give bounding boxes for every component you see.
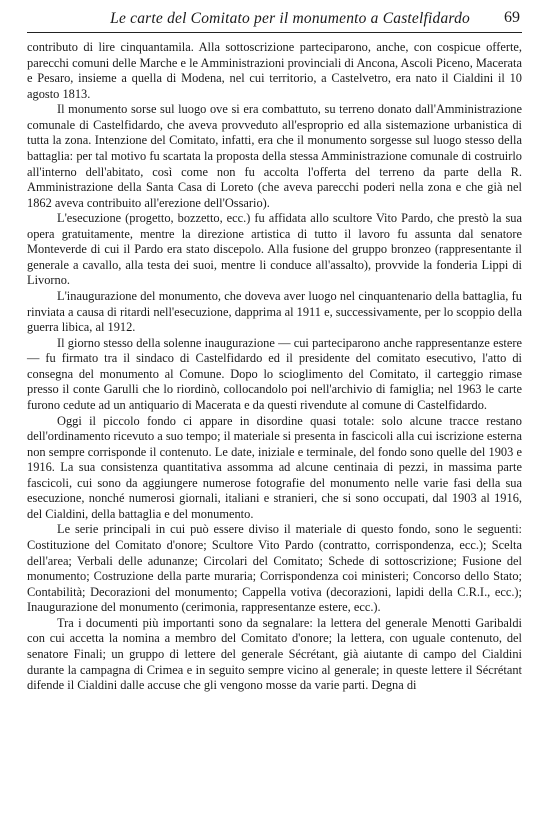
page-number: 69 [504, 9, 520, 26]
paragraph-handover: Il giorno stesso della solenne inaugurazione — cui parteciparono anche rappresentanze estere — fu firmato tra il sindaco di Castelfidardo ed il presidente del comitato esecutivo, l'atto di consegna del monumento al Comune. Dopo lo scioglimento del Comitato, il carteggio rimase presso il conte Garulli che lo riordinò, collocandolo poi nell'archivio di famiglia; nel 1963 le carte furono cedute ad un antiquario di Macerata e da questi rivendute al comune di Castelfidardo. [27, 335, 522, 412]
paragraph-continuation: contributo di lire cinquantamila. Alla sottoscrizione parteciparono, anche, con cospicue offerte, parecchi comuni delle Marche e le Amministrazioni provinciali di Ancona, Ascoli Piceno, Macerata e Pesaro, insieme a quella di Modena, nel cui territorio, a Castelvetro, era nato il Cialdini il 10 agosto 1813. [27, 40, 522, 101]
body-text [27, 40, 522, 694]
paragraph-fund-state: Oggi il piccolo fondo ci appare in disordine quasi totale: solo alcune tracce restano dell'ordinamento ricevuto a suo tempo; il materiale si presenta in fascicoli alla cui iscrizione esterna non sempre corrisponde il contenuto. Le date, iniziale e terminale, del fondo sono quelle del 1903 e 1916. La sua consistenza quantitativa assomma ad alcune centinaia di pezzi, in massima parte fascicoli, cui sono da aggiungere numerose fotografie del monumento nelle varie fasi della sua esecuzione, nonché numerosi giornali, italiani e stranieri, che si sono occupati, dal 1903 al 1916, del Cialdini, della battaglia e del monumento. [27, 413, 522, 521]
paragraph-series: Le serie principali in cui può essere diviso il materiale di questo fondo, sono le seguenti: Costituzione del Comitato d'onore; Scultore Vito Pardo (contratto, corrispondenza, ecc.); Scelta dell'area; Verbali delle adunanze; Circolari del Comitato; Schede di sottoscrizione; Fusione del monumento; Costruzione della parte muraria; Corrispondenza coi ministeri; Concorso dello Stato; Contabilità; Decorazioni del monumento; Cappella votiva (decorazioni, lapidi della C.R.I., ecc.); Inaugurazione del monumento (cerimonia, rappresentanze estere, ecc.). [27, 522, 522, 615]
paragraph-monument-site: Il monumento sorse sul luogo ove si era combattuto, su terreno donato dall'Amministrazione comunale di Castelfidardo, che aveva provveduto all'esproprio ed alla sistemazione urbanistica di tutta la zona. Intenzione del Comitato, infatti, era che il monumento sorgesse sul luogo stesso della battaglia: per tal motivo fu scartata la proposta della stessa Amministrazione comunale di costruirlo all'interno dell'abitato, così come non fu accolta l'offerta del terreno da parte della R. Amministrazione della Santa Casa di Loreto (che aveva parecchi poderi nella zona e che già nel 1862 aveva contribuito all'erezione dell'Ossario). [27, 102, 522, 210]
running-title: Le carte del Comitato per il monumento a Castelfidardo [110, 10, 470, 27]
paragraph-inauguration: L'inaugurazione del monumento, che doveva aver luogo nel cinquantenario della battaglia, fu rinviata a causa di ritardi nell'esecuzione, dapprima al 1911 e, successivamente, per lo scoppio della guerra libica, al 1912. [27, 289, 522, 335]
paragraph-documents: Tra i documenti più importanti sono da segnalare: la lettera del generale Menotti Garibaldi con cui accetta la nomina a membro del Comitato d'onore; la lettera, con uguale contenuto, del senatore Finali; un gruppo di lettere del generale Sécrétant, già aiutante di campo del Cialdini durante la campagna di Crimea e in seguito sempre vicino al generale; in queste lettere il Sécrétant difende il Cialdini dalle accuse che gli vengono mosse da varie parti. Degna di [27, 615, 522, 693]
running-header [27, 8, 522, 33]
paragraph-execution: L'esecuzione (progetto, bozzetto, ecc.) fu affidata allo scultore Vito Pardo, che prestò la sua opera gratuitamente, mentre la direzione artistica di tutto il lavoro fu assunta dal senatore Monteverde di cui il Pardo era stato discepolo. Alla fusione del gruppo bronzeo (rappresentante il generale a cavallo, alla testa dei suoi, mentre li conduce all'assalto), provvide la fonderia Lippi di Livorno. [27, 211, 522, 288]
